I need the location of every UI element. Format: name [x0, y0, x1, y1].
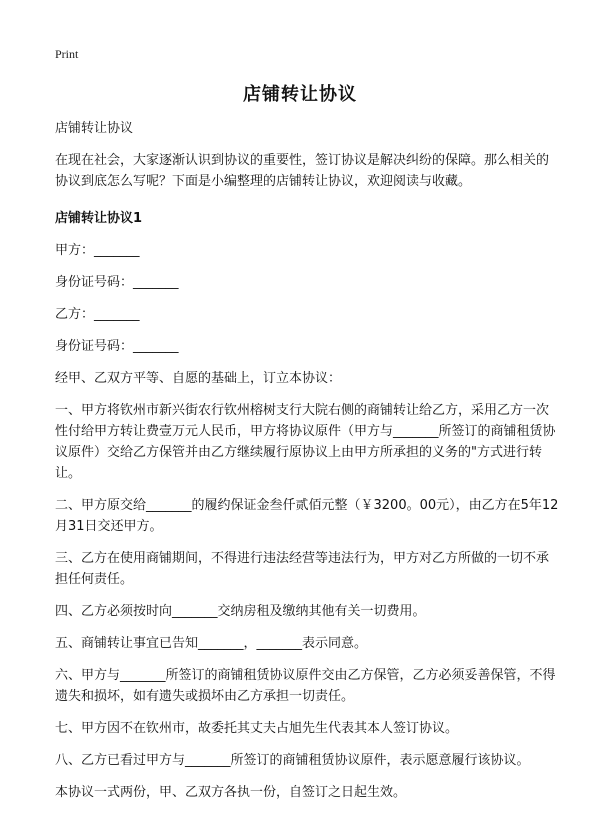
- clause-3: 三、乙方在使用商铺期间，不得进行违法经营等违法行为，甲方对乙方所做的一切不承担任何责任。: [55, 551, 550, 587]
- section-heading: 店铺转让协议1: [55, 211, 143, 226]
- clause-6: 六、甲方与_______所签订的商铺租赁协议原件交由乙方保管，乙方必须妥善保管，不得遗失和损坏，如有遗失或损坏由乙方承担一切责任。: [55, 668, 556, 704]
- closing-paragraph: 本协议一式两份，甲、乙双方各执一份，自签订之日起生效。: [55, 785, 407, 800]
- party-b-line: 乙方：_______: [55, 307, 140, 322]
- document-body: [55, 118, 560, 814]
- clause-4: 四、乙方必须按时向_______交纳房租及缴纳其他有关一切费用。: [55, 604, 426, 619]
- clause-1: 一、甲方将钦州市新兴街农行钦州榕树支行大院右侧的商铺转让给乙方，采用乙方一次性付给甲方转让费壹万元人民币，甲方将协议原件（甲方与_______所签订的商铺租赁协议原件）交给乙方保管并由乙方继续履行原协议上由甲方所承担的义务的"方式进行转让。: [55, 403, 556, 481]
- party-b-id-line: 身份证号码：_______: [55, 339, 179, 354]
- clause-5: 五、商铺转让事宜已告知_______，_______表示同意。: [55, 636, 368, 651]
- intro-paragraph: 在现在社会，大家逐渐认识到协议的重要性，签订协议是解决纠纷的保障。那么相关的协议到底怎么写呢？下面是小编整理的店铺转让协议，欢迎阅读与收藏。: [55, 153, 550, 189]
- print-link[interactable]: Print: [55, 47, 79, 61]
- document-subtitle: 店铺转让协议: [55, 121, 134, 136]
- clause-2: 二、甲方原交给_______的履约保证金叁仟贰佰元整（￥3200。00元），由乙方在5年12月31日交还甲方。: [55, 498, 559, 534]
- preamble-paragraph: 经甲、乙双方平等、自愿的基础上，订立本协议：: [55, 371, 342, 386]
- clause-8: 八、乙方已看过甲方与_______所签订的商铺租赁协议原件，表示愿意履行该协议。: [55, 753, 530, 768]
- party-a-id-line: 身份证号码：_______: [55, 275, 179, 290]
- party-a-line: 甲方：_______: [55, 243, 140, 258]
- clause-7: 七、甲方因不在钦州市，故委托其丈夫占旭先生代表其本人签订协议。: [55, 721, 459, 736]
- document-title: 店铺转让协议: [243, 84, 357, 105]
